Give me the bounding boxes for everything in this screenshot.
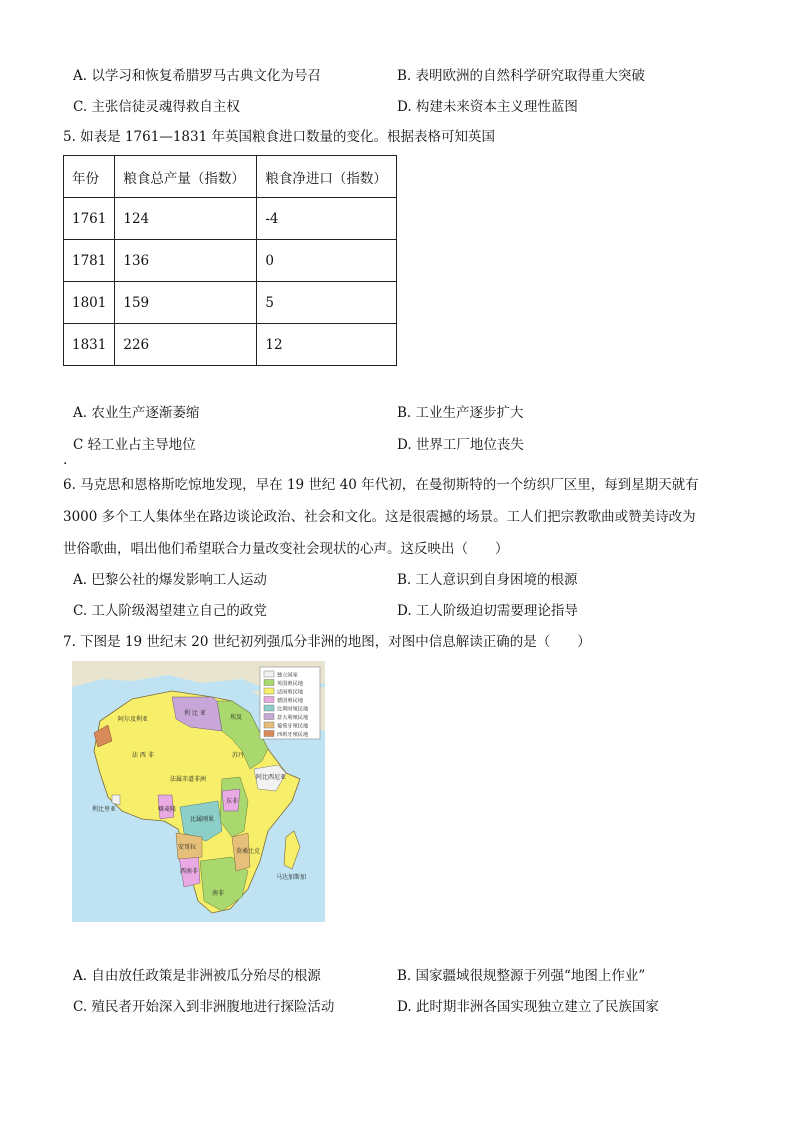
table-row (64, 282, 397, 324)
q4-option-b[interactable]: B. 表明欧洲的自然科学研究取得重大突破 (397, 68, 646, 84)
legend-swatch (264, 714, 274, 720)
table-row (64, 240, 397, 282)
q7-option-d[interactable]: D. 此时期非洲各国实现独立建立了民族国家 (397, 999, 659, 1015)
label-west-africa: 法 西 非 (132, 752, 154, 759)
label-ethiopia: 阿比西尼亚 (256, 774, 287, 781)
q5-option-c[interactable]: C 轻工业占主导地位 (73, 437, 196, 453)
label-madagascar: 马达加斯加 (276, 874, 307, 881)
label-mozambique: 莫桑比克 (236, 848, 261, 855)
legend-label: 葡萄牙殖民地 (277, 723, 309, 730)
table-cell: 136 (115, 240, 257, 282)
q5-option-a[interactable]: A. 农业生产逐渐萎缩 (73, 405, 200, 421)
legend-swatch (264, 680, 274, 686)
label-east-africa: 东非 (226, 798, 239, 805)
table-cell: 1761 (64, 198, 115, 240)
table-cell: 12 (257, 324, 397, 366)
table-cell: 1831 (64, 324, 115, 366)
table-cell: 226 (115, 324, 257, 366)
q7-option-c[interactable]: C. 殖民者开始深入到非洲腹地进行探险活动 (73, 999, 335, 1015)
table-cell: -4 (257, 198, 397, 240)
table-header: 年份 (64, 156, 115, 198)
label-liberia: 利比里亚 (92, 806, 117, 813)
legend-swatch (264, 705, 274, 711)
q6-stem-line1: 6. 马克思和恩格斯吃惊地发现，早在 19 世纪 40 年代初，在曼彻斯特的一个纺织厂区里，每到星期天就有 (63, 477, 699, 493)
table-row (64, 198, 397, 240)
africa-partition-map (72, 661, 325, 922)
q4-option-d[interactable]: D. 构建未来资本主义理性蓝图 (397, 99, 578, 115)
label-equatorial: 法属赤道非洲 (170, 776, 207, 783)
table-cell: 1801 (64, 282, 115, 324)
q7-option-a[interactable]: A. 自由放任政策是非洲被瓜分殆尽的根源 (73, 968, 321, 984)
q6-option-c[interactable]: C. 工人阶级渴望建立自己的政党 (73, 603, 267, 619)
q6-stem-line2: 3000 多个工人集体坐在路边谈论政治、社会和文化。这是很震撼的场景。工人们把宗教歌曲或赞美诗改为 (63, 509, 696, 525)
legend-swatch (264, 731, 274, 737)
table-cell: 159 (115, 282, 257, 324)
label-algeria: 阿尔及利亚 (118, 716, 149, 723)
legend-label: 比利时殖民地 (277, 706, 309, 713)
q6-option-b[interactable]: B. 工人意识到自身困境的根源 (397, 572, 578, 588)
table-cell: 1781 (64, 240, 115, 282)
q5-stem: 5. 如表是 1761—1831 年英国粮食进口数量的变化。根据表格可知英国 (63, 129, 495, 145)
q4-option-c[interactable]: C. 主张信徒灵魂得救自主权 (73, 99, 240, 115)
table-header-row (64, 156, 397, 198)
legend-swatch (264, 722, 274, 728)
stray-mark: . (63, 452, 68, 468)
legend-swatch (264, 697, 274, 703)
q6-stem-line3: 世俗歌曲，唱出他们希望联合力量改变社会现状的心声。这反映出（ ） (63, 541, 509, 557)
label-sw-africa: 西南非 (180, 868, 199, 875)
legend-label: 意大利殖民地 (277, 715, 309, 721)
table-cell: 5 (257, 282, 397, 324)
legend-label: 法国殖民地 (277, 689, 303, 696)
legend-label: 英国殖民地 (277, 681, 303, 687)
q7-stem: 7. 下图是 19 世纪末 20 世纪初列强瓜分非洲的地图，对图中信息解读正确的是（ ） (63, 634, 591, 650)
label-libya: 利 比 亚 (184, 710, 206, 717)
label-congo: 比属刚果 (190, 816, 215, 823)
label-sudan: 苏丹 (232, 752, 245, 759)
legend-label: 独立国家 (277, 672, 298, 679)
q7-option-b[interactable]: B. 国家疆域很规整源于列强“地图上作业” (397, 968, 646, 984)
q5-option-d[interactable]: D. 世界工厂地位丧失 (397, 437, 524, 453)
q4-option-a[interactable]: A. 以学习和恢复希腊罗马古典文化为号召 (73, 68, 321, 84)
legend-label: 德国殖民地 (277, 698, 303, 704)
legend-swatch (264, 671, 274, 677)
legend-label: 西班牙殖民地 (277, 732, 309, 738)
q6-option-d[interactable]: D. 工人阶级迫切需要理论指导 (397, 603, 578, 619)
label-south-africa: 南非 (212, 890, 225, 897)
q5-option-b[interactable]: B. 工业生产逐步扩大 (397, 405, 524, 421)
label-cameroon: 喀麦隆 (158, 806, 177, 813)
table-header: 粮食总产量（指数） (115, 156, 257, 198)
table-row (64, 324, 397, 366)
q6-option-a[interactable]: A. 巴黎公社的爆发影响工人运动 (73, 572, 267, 588)
label-angola: 安哥拉 (178, 844, 197, 851)
table-header: 粮食净进口（指数） (257, 156, 397, 198)
table-cell: 0 (257, 240, 397, 282)
label-egypt: 埃及 (230, 714, 243, 721)
grain-table (63, 155, 397, 366)
table-cell: 124 (115, 198, 257, 240)
legend-swatch (264, 688, 274, 694)
